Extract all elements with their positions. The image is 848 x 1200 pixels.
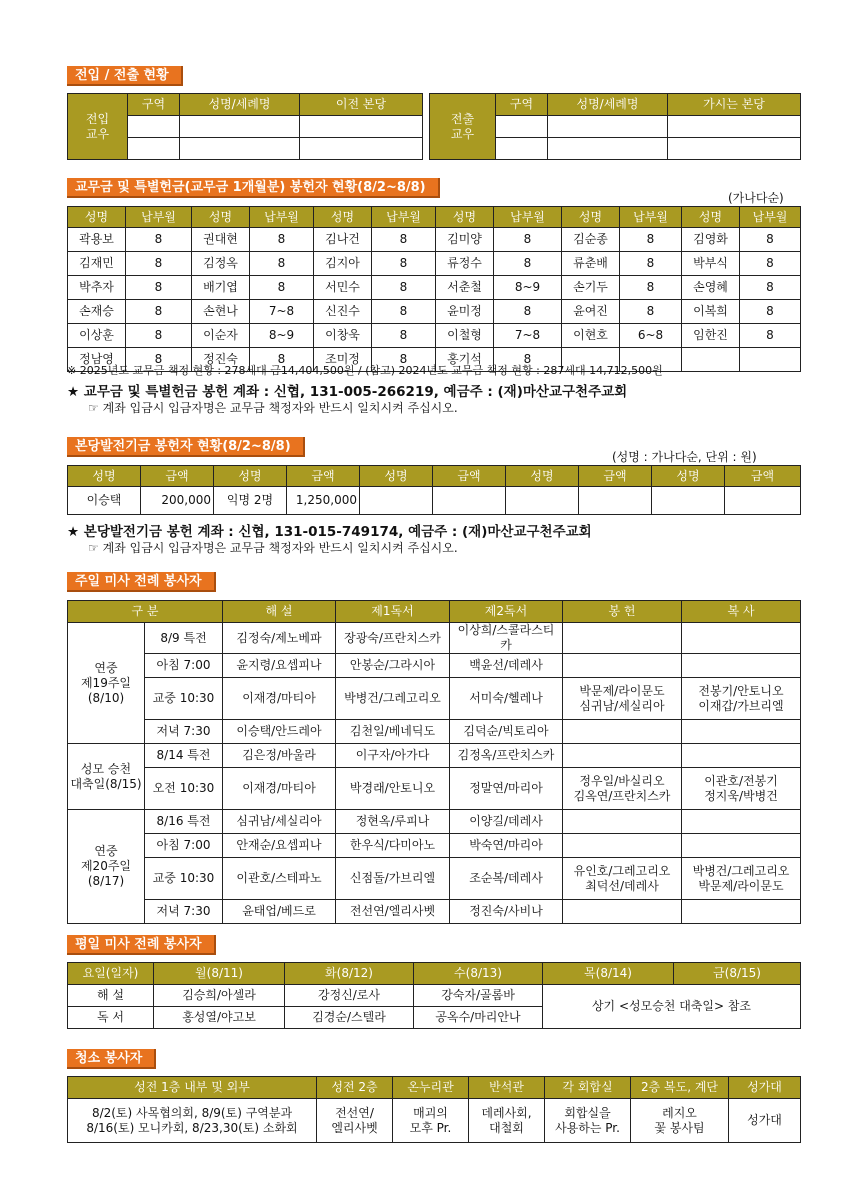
cell: 8: [740, 228, 801, 252]
cell: 전선연/엘리사벳: [336, 900, 450, 924]
cell: 김정숙/제노베파: [223, 623, 336, 654]
cell: [682, 810, 801, 834]
cell: [682, 348, 740, 372]
col-header: 납부월: [250, 207, 314, 228]
cell: [563, 623, 682, 654]
fund-table: [67, 465, 801, 515]
col-header: 요일(일자): [68, 963, 154, 985]
row-label: 해 설: [68, 985, 154, 1007]
col-header: 성전 1층 내부 및 외부: [68, 1077, 317, 1099]
cell: 서미숙/헬레나: [450, 678, 563, 720]
cell: 심귀남/세실리아: [223, 810, 336, 834]
cell: 7~8: [250, 300, 314, 324]
cell-line: 꽃 봉사팀: [654, 1120, 705, 1135]
col-header: 금액: [433, 466, 506, 487]
cell: 저녁 7:30: [145, 720, 223, 744]
group-label: [68, 623, 145, 744]
col-header: 금액: [725, 466, 801, 487]
col-header: 구역: [128, 94, 180, 116]
cell: [652, 487, 725, 515]
cell: [668, 138, 801, 160]
cell: 서민수: [314, 276, 372, 300]
cell: 이관호/스테파노: [223, 858, 336, 900]
cell: [563, 744, 682, 768]
cell: 이양길/데레사: [450, 810, 563, 834]
cell: [506, 487, 579, 515]
fund-account: ★ 본당발전기금 봉헌 계좌 : 신협, 131-015-749174, 예금주 : (재)마산교구천주교회: [67, 524, 592, 540]
table-row: [68, 228, 801, 252]
cell-line: 대철회: [489, 1120, 524, 1135]
col-header: 제1독서: [336, 601, 450, 623]
col-header: 금(8/15): [674, 963, 801, 985]
cell: 이상훈: [68, 324, 126, 348]
refer-cell: 상기 <성모승천 대축일> 참조: [543, 985, 801, 1029]
cell: 8: [620, 228, 682, 252]
cell: 8: [126, 348, 192, 372]
cell-line: 전봉기/안토니오: [698, 683, 784, 698]
col-header: 납부월: [126, 207, 192, 228]
server-cell: [682, 768, 801, 810]
cell: 임한진: [682, 324, 740, 348]
cell: [682, 900, 801, 924]
col-header: 성명: [652, 466, 725, 487]
fund-unit-note: (성명 : 가나다순, 단위 : 원): [612, 450, 757, 464]
cell-line: 김옥연/프란치스카: [573, 788, 671, 803]
cell: 8: [372, 228, 436, 252]
cell: 김정옥: [192, 252, 250, 276]
cell: 8: [372, 348, 436, 372]
offer-cell: [563, 678, 682, 720]
cell: [729, 1099, 801, 1143]
cell: 박경래/안토니오: [336, 768, 450, 810]
table-row: [68, 300, 801, 324]
dues-status-note: ※ 2025년도 교무금 책정 현황 : 278세대 금14,404,500원 / (참고) 2024년도 교무금 책정 현황 : 287세대 14,712,500원: [67, 364, 663, 377]
transfer-out-table: [429, 93, 801, 160]
cell: 8/16 특전: [145, 810, 223, 834]
cell: [180, 138, 300, 160]
cell: [433, 487, 506, 515]
cell: 강숙자/골롬바: [414, 985, 543, 1007]
cell: [180, 116, 300, 138]
col-header: 납부월: [620, 207, 682, 228]
col-header: 제2독서: [450, 601, 563, 623]
cell: [682, 834, 801, 858]
table-row: [68, 276, 801, 300]
cell: 이철형: [436, 324, 494, 348]
cell-line: 성모 승천: [80, 761, 132, 776]
col-header: 각 회합실: [545, 1077, 631, 1099]
cell: [545, 1099, 631, 1143]
cell: [682, 744, 801, 768]
cell: 김은정/바울라: [223, 744, 336, 768]
cell-line: 박문제/라이문도: [579, 683, 665, 698]
col-header: 성명: [360, 466, 433, 487]
cell: 이승택/안드레아: [223, 720, 336, 744]
cell: 8: [372, 252, 436, 276]
cell: [360, 487, 433, 515]
cell: 교중 10:30: [145, 678, 223, 720]
cell: 윤지령/요셉피나: [223, 654, 336, 678]
cell-line: 제19주일: [80, 675, 132, 690]
table-row: [68, 324, 801, 348]
cell: [682, 654, 801, 678]
cell: [469, 1099, 545, 1143]
cell: 이재경/마티아: [223, 768, 336, 810]
cell: 8: [250, 348, 314, 372]
server-cell: [682, 678, 801, 720]
cell: 8: [740, 300, 801, 324]
col-header: 금액: [579, 466, 652, 487]
cell: 권대현: [192, 228, 250, 252]
cell-line: 이재갑/가브리엘: [698, 698, 784, 713]
cell: [300, 116, 423, 138]
offer-cell: [563, 768, 682, 810]
table-row: [68, 744, 801, 768]
cell: 8: [372, 276, 436, 300]
cell-line: 엘리사벳: [331, 1120, 378, 1135]
cell: [725, 487, 801, 515]
sunday-mass-table: [67, 600, 801, 924]
cell: 안봉순/그라시아: [336, 654, 450, 678]
col-header: 성명: [436, 207, 494, 228]
cell: [563, 810, 682, 834]
cell: 류정수: [436, 252, 494, 276]
cell: 이복희: [682, 300, 740, 324]
cell: 손영혜: [682, 276, 740, 300]
cell: 8: [494, 228, 562, 252]
fund-account-note: ☞ 계좌 입금시 입금자명은 교무금 책정자와 반드시 일치시켜 주십시오.: [88, 541, 458, 555]
cell: [317, 1099, 393, 1143]
cell: 강정신/로사: [285, 985, 414, 1007]
table-row: [68, 678, 801, 720]
table-row: [68, 623, 801, 654]
server-cell: [682, 858, 801, 900]
cell-line: 정우일/바실리오: [579, 773, 665, 788]
dues-section-title: 교무금 및 특별헌금(교무금 1개월분) 봉헌자 현황(8/2~8/8): [67, 178, 440, 198]
col-header: 이전 본당: [300, 94, 423, 116]
cell: 7~8: [494, 324, 562, 348]
cleaning-section-title: 청소 봉사자: [67, 1049, 156, 1069]
transfer-section-title: 전입 / 전출 현황: [67, 66, 183, 86]
cell: 이현호: [562, 324, 620, 348]
col-header: 가시는 본당: [668, 94, 801, 116]
cell: 조미정: [314, 348, 372, 372]
cell: 김지아: [314, 252, 372, 276]
cell: 이재경/마티아: [223, 678, 336, 720]
cell: 8: [494, 300, 562, 324]
cell: 김나건: [314, 228, 372, 252]
col-header: 2층 복도, 계단: [631, 1077, 729, 1099]
dues-account: ★ 교무금 및 특별헌금 봉헌 계좌 : 신협, 131-005-266219, 예금주 : (재)마산교구천주교회: [67, 384, 628, 400]
cell: 8: [126, 324, 192, 348]
cell: 박병건/그레고리오: [336, 678, 450, 720]
cell: 이구자/아가다: [336, 744, 450, 768]
col-header: 납부월: [372, 207, 436, 228]
col-header: 목(8/14): [543, 963, 674, 985]
cell: 김경순/스텔라: [285, 1007, 414, 1029]
cell: 서춘철: [436, 276, 494, 300]
col-header: 수(8/13): [414, 963, 543, 985]
table-row: [68, 810, 801, 834]
cell: [128, 138, 180, 160]
col-header: 성명: [562, 207, 620, 228]
cell-line: 회합실을: [564, 1105, 611, 1120]
cell: 1,250,000: [287, 487, 360, 515]
cell: 윤미정: [436, 300, 494, 324]
cell-line: 연중: [94, 844, 118, 858]
offer-cell: [563, 858, 682, 900]
cell-line: 최덕선/데레사: [585, 878, 659, 893]
cell: 김정옥/프란치스카: [450, 744, 563, 768]
cell: 김영화: [682, 228, 740, 252]
cell: 200,000: [141, 487, 214, 515]
cell: 정진숙: [192, 348, 250, 372]
cell: 김미양: [436, 228, 494, 252]
cell: 배기엽: [192, 276, 250, 300]
cell: 조순복/데레사: [450, 858, 563, 900]
col-header: 성명: [506, 466, 579, 487]
cell: 손재승: [68, 300, 126, 324]
col-header: 월(8/11): [154, 963, 285, 985]
cell: [496, 138, 548, 160]
col-header: 구 분: [68, 601, 223, 623]
group-label: [68, 744, 145, 810]
table-row: [68, 858, 801, 900]
cell: 8: [372, 300, 436, 324]
cell: 8: [372, 324, 436, 348]
cleaning-table: [67, 1076, 801, 1143]
cell: 아침 7:00: [145, 654, 223, 678]
col-header: 성명: [314, 207, 372, 228]
cell: [740, 348, 801, 372]
cell: 신점돌/가브리엘: [336, 858, 450, 900]
cell-line: 매괴의: [413, 1105, 448, 1120]
table-row: [68, 1099, 801, 1143]
cell: 손기두: [562, 276, 620, 300]
cell: [548, 138, 668, 160]
cell-line: 박문제/라이문도: [698, 878, 784, 893]
sunday-section-title: 주일 미사 전례 봉사자: [67, 572, 216, 592]
cell: 8: [494, 348, 562, 372]
cell: [682, 720, 801, 744]
cell: 8: [126, 228, 192, 252]
cell: 8: [620, 276, 682, 300]
cell: 이순자: [192, 324, 250, 348]
cell-line: 이관호/전봉기: [704, 773, 778, 788]
cell: 8: [250, 252, 314, 276]
cell: 8: [126, 300, 192, 324]
table-row: [68, 834, 801, 858]
fund-section-title: 본당발전기금 봉헌자 현황(8/2~8/8): [67, 437, 305, 457]
cell: [631, 1099, 729, 1143]
col-header: 반석관: [469, 1077, 545, 1099]
col-header: 성명: [214, 466, 287, 487]
group-label: [68, 810, 145, 924]
row-label: 독 서: [68, 1007, 154, 1029]
cell: 8: [740, 252, 801, 276]
cell: [563, 834, 682, 858]
col-header: 화(8/12): [285, 963, 414, 985]
cell-line: 성가대: [747, 1113, 782, 1127]
cell-line: (8/17): [87, 874, 125, 888]
col-header: 성명: [682, 207, 740, 228]
cell: 김재민: [68, 252, 126, 276]
cell: 8~9: [250, 324, 314, 348]
cell: 홍성열/야고보: [154, 1007, 285, 1029]
cell: [548, 116, 668, 138]
cell-line: (8/10): [87, 690, 125, 705]
col-header: 성전 2층: [317, 1077, 393, 1099]
cell-line: 8/16(토) 모니카회, 8/23,30(토) 소화회: [86, 1120, 298, 1135]
cell: 박부식: [682, 252, 740, 276]
cell: 정현옥/루피나: [336, 810, 450, 834]
col-header: 성명/세례명: [180, 94, 300, 116]
cell: 8~9: [494, 276, 562, 300]
cell-line: 정지욱/박병건: [704, 788, 778, 803]
cell-line: 대축일(8/15): [70, 776, 142, 791]
cell: 8: [250, 276, 314, 300]
col-header: 금액: [141, 466, 214, 487]
cell: 박숙연/마리아: [450, 834, 563, 858]
cell: 익명 2명: [214, 487, 287, 515]
cell-line: 심귀남/세실리아: [579, 698, 665, 713]
cell: 8/9 특전: [145, 623, 223, 654]
cell: [563, 900, 682, 924]
weekday-mass-table: [67, 962, 801, 1029]
col-header: 성명/세례명: [548, 94, 668, 116]
col-header: 봉 헌: [563, 601, 682, 623]
cell: 8: [620, 300, 682, 324]
cell-line: 데레사회,: [481, 1105, 532, 1120]
cell: 6~8: [620, 324, 682, 348]
cell-line: 전선연/: [335, 1105, 374, 1120]
cell: 8: [494, 252, 562, 276]
cell: 8/14 특전: [145, 744, 223, 768]
cell: [682, 623, 801, 654]
table-row: [68, 654, 801, 678]
cell: 김순종: [562, 228, 620, 252]
cell: 8: [126, 252, 192, 276]
cell: 김승희/아셀라: [154, 985, 285, 1007]
cell: 이상희/스콜라스티카: [450, 623, 563, 654]
cell: 정남영: [68, 348, 126, 372]
cell: 8: [126, 276, 192, 300]
cell: [668, 116, 801, 138]
cell: 이창욱: [314, 324, 372, 348]
cell: 윤여진: [562, 300, 620, 324]
cell: 8: [250, 228, 314, 252]
cell-line: 유인호/그레고리오: [573, 863, 671, 878]
col-header: 금액: [287, 466, 360, 487]
cell-line: 박병건/그레고리오: [692, 863, 790, 878]
col-header: 성명: [68, 466, 141, 487]
cell: 이승택: [68, 487, 141, 515]
cell: 김천일/베네딕도: [336, 720, 450, 744]
cell: [579, 487, 652, 515]
cell: 오전 10:30: [145, 768, 223, 810]
col-header: 납부월: [494, 207, 562, 228]
table-row: [68, 252, 801, 276]
weekday-section-title: 평일 미사 전례 봉사자: [67, 935, 216, 955]
cell: 8: [620, 252, 682, 276]
table-row: [68, 900, 801, 924]
table-row: [68, 487, 801, 515]
cell: 곽용보: [68, 228, 126, 252]
dues-account-note: ☞ 계좌 입금시 입금자명은 교무금 책정자와 반드시 일치시켜 주십시오.: [88, 401, 458, 415]
cell: [393, 1099, 469, 1143]
cell: [300, 138, 423, 160]
dues-table: [67, 206, 801, 372]
table-row: [68, 720, 801, 744]
col-header: 온누리관: [393, 1077, 469, 1099]
cell: 안재순/요셉피나: [223, 834, 336, 858]
cell: 공옥수/마리안나: [414, 1007, 543, 1029]
dues-order-note: (가나다순): [728, 191, 784, 205]
transfer-in-label: 전입 교우: [68, 94, 128, 160]
cell: 한우식/다미아노: [336, 834, 450, 858]
cell: [128, 116, 180, 138]
cell-line: 8/2(토) 사목협의회, 8/9(토) 구역분과: [91, 1105, 293, 1120]
cell-line: 연중: [94, 660, 118, 675]
col-header: 성가대: [729, 1077, 801, 1099]
col-header: 해 설: [223, 601, 336, 623]
col-header: 납부월: [740, 207, 801, 228]
cell: 김덕순/빅토리아: [450, 720, 563, 744]
cell: 류춘배: [562, 252, 620, 276]
cell: 정말연/마리아: [450, 768, 563, 810]
cell: 8: [740, 276, 801, 300]
cell: 홍기석: [436, 348, 494, 372]
cell: [563, 720, 682, 744]
table-row: [68, 768, 801, 810]
cell: [68, 1099, 317, 1143]
cell-line: 레지오: [662, 1105, 697, 1120]
col-header: 성명: [68, 207, 126, 228]
cell: 저녁 7:30: [145, 900, 223, 924]
cell: 아침 7:00: [145, 834, 223, 858]
cell: [563, 654, 682, 678]
cell: 백윤선/데레사: [450, 654, 563, 678]
cell: 박추자: [68, 276, 126, 300]
cell-line: 모후 Pr.: [409, 1120, 452, 1135]
cell: 장광숙/프란치스카: [336, 623, 450, 654]
cell: [496, 116, 548, 138]
transfer-out-label: 전출 교우: [430, 94, 496, 160]
cell: 8: [740, 324, 801, 348]
cell-line: 사용하는 Pr.: [555, 1120, 620, 1135]
cell-line: 제20주일: [80, 859, 132, 873]
col-header: 성명: [192, 207, 250, 228]
transfer-in-table: [67, 93, 423, 160]
cell: 손현나: [192, 300, 250, 324]
cell: 정진숙/사비나: [450, 900, 563, 924]
col-header: 복 사: [682, 601, 801, 623]
col-header: 구역: [496, 94, 548, 116]
cell: 교중 10:30: [145, 858, 223, 900]
cell: 윤태업/베드로: [223, 900, 336, 924]
cell: 신진수: [314, 300, 372, 324]
